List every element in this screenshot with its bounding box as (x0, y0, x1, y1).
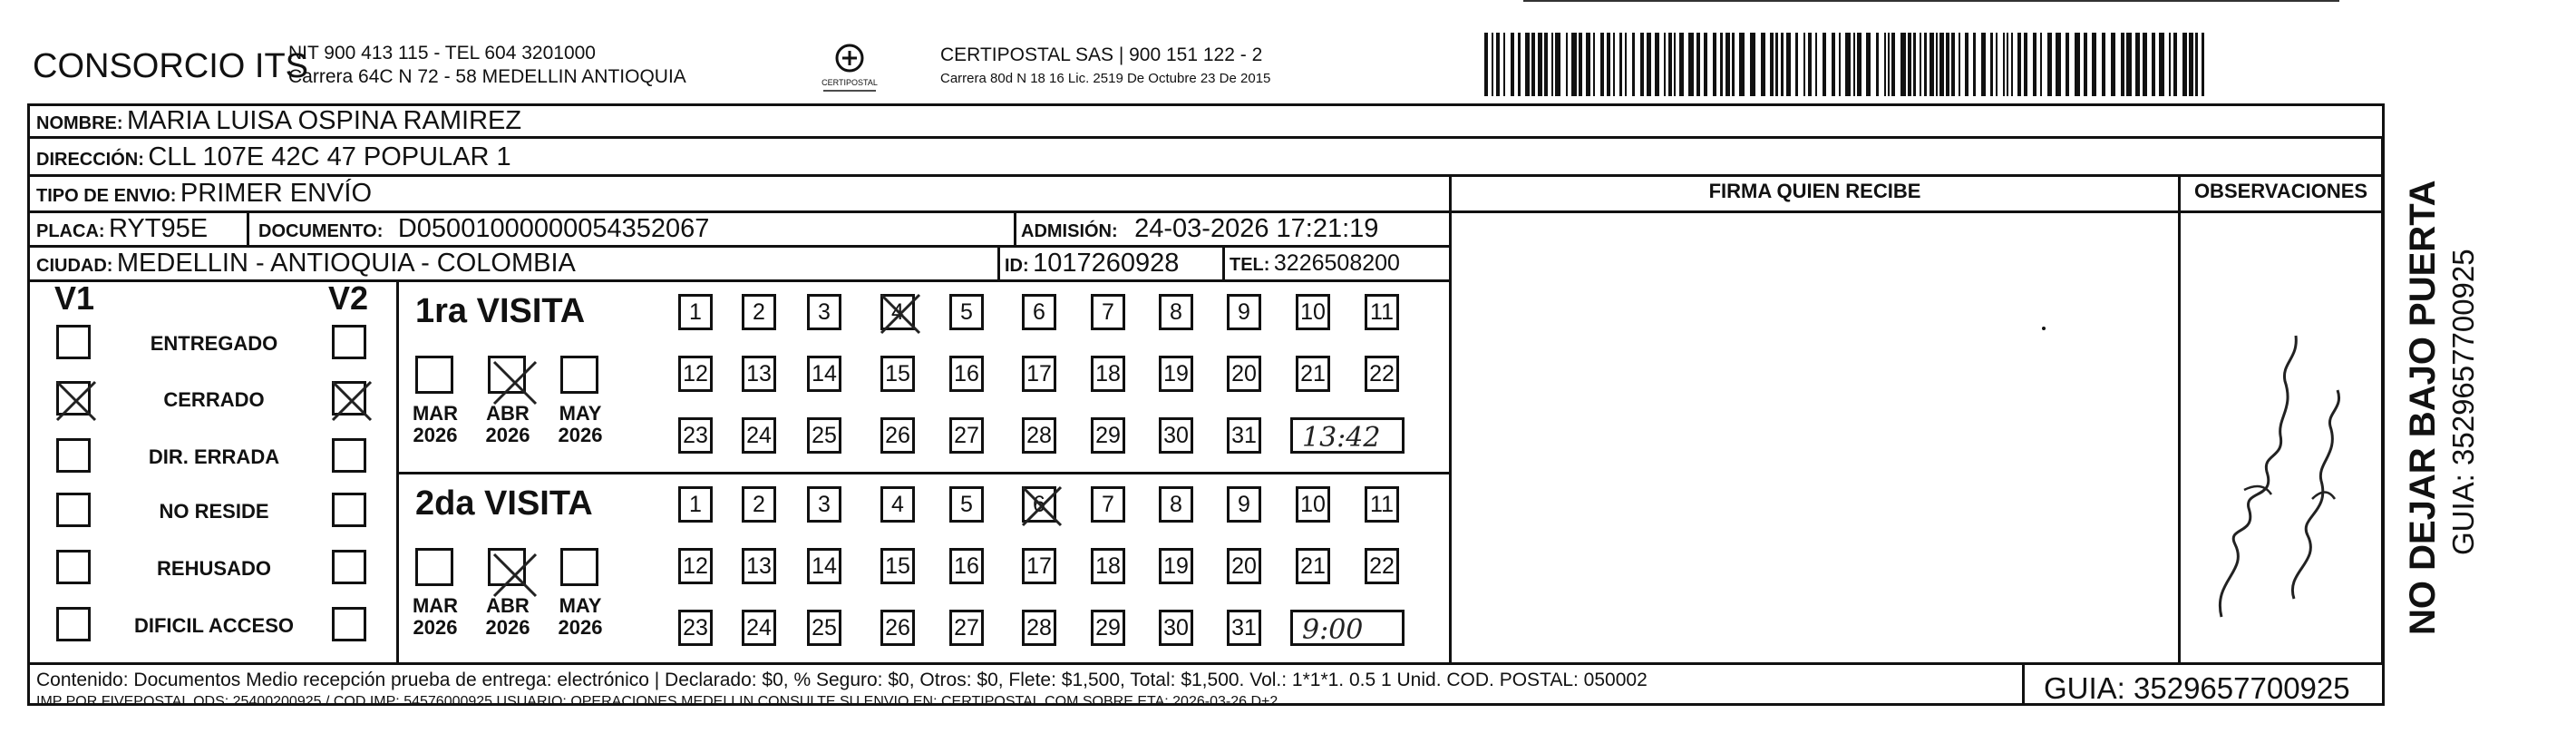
day-box[interactable]: 14 (807, 356, 841, 392)
tipo-envio-label: TIPO DE ENVIO: (36, 186, 177, 206)
nombre-label: NOMBRE: (36, 113, 123, 133)
day-box[interactable]: 30 (1159, 417, 1193, 454)
id-label: ID: (1005, 256, 1029, 276)
day-box[interactable]: 6 (1022, 486, 1056, 523)
day-box[interactable]: 18 (1091, 356, 1125, 392)
contenido-text: Contenido: Documentos Medio recepción prueba de entrega: electrónico | Declarado: $0, % Seguro: $0, Otros: $0, Flete: $1,500, Total: $1,500. Vol.: 1*1*1. 0.5 1 Unid. COD. POSTAL: 050002 (36, 670, 1648, 690)
day-box[interactable]: 13 (742, 356, 776, 392)
direccion-row (36, 141, 511, 178)
day-box[interactable]: 9 (1227, 294, 1261, 330)
status-label: DIFICIL ACCESO (133, 614, 294, 637)
day-box[interactable]: 7 (1091, 486, 1125, 523)
status-label: ENTREGADO (150, 332, 278, 355)
month-label (408, 403, 462, 446)
day-box[interactable]: 20 (1227, 356, 1261, 392)
v2-checkbox[interactable] (332, 325, 366, 359)
day-box[interactable]: 1 (678, 486, 713, 523)
month-checkbox[interactable] (560, 356, 598, 394)
v2-checkbox[interactable] (332, 381, 366, 416)
v2-checkbox[interactable] (332, 607, 366, 641)
day-box[interactable]: 28 (1022, 417, 1056, 454)
day-box[interactable]: 26 (880, 610, 915, 646)
handwritten-signature (2194, 308, 2357, 644)
day-box[interactable]: 6 (1022, 294, 1056, 330)
day-box[interactable]: 18 (1091, 548, 1125, 584)
day-box[interactable]: 25 (807, 417, 841, 454)
day-box[interactable]: 8 (1159, 486, 1193, 523)
id-value: 1017260928 (1033, 249, 1180, 278)
day-box[interactable]: 19 (1159, 548, 1193, 584)
top-edge-line (1523, 0, 2339, 2)
time-box[interactable] (1290, 610, 1405, 646)
handwritten-time: 9:00 (1302, 614, 1364, 646)
visit-title: 1ra VISITA (415, 292, 586, 330)
x-mark (491, 551, 540, 600)
placa-field (36, 212, 208, 249)
divider (1449, 174, 1452, 662)
day-box[interactable]: 14 (807, 548, 841, 584)
divider (1014, 210, 1016, 245)
month-name: MAR (412, 594, 459, 617)
firma-header: FIRMA QUIEN RECIBE (1708, 180, 1921, 202)
placa-label: PLACA: (36, 221, 105, 241)
documento-field (258, 212, 709, 249)
day-box[interactable]: 28 (1022, 610, 1056, 646)
divider (27, 662, 2385, 665)
day-box[interactable]: 4 (880, 294, 915, 330)
handwritten-time: 13:42 (1302, 422, 1381, 454)
day-box[interactable]: 7 (1091, 294, 1125, 330)
v1-checkbox[interactable] (56, 381, 91, 416)
v2-checkbox[interactable] (332, 438, 366, 473)
month-checkbox[interactable] (560, 548, 598, 586)
direccion-value: CLL 107E 42C 47 POPULAR 1 (148, 142, 511, 171)
day-box[interactable]: 11 (1365, 486, 1399, 523)
day-box[interactable]: 5 (949, 294, 984, 330)
x-mark (1019, 484, 1064, 529)
day-box[interactable]: 29 (1091, 610, 1125, 646)
day-box[interactable]: 23 (678, 417, 713, 454)
v1-checkbox[interactable] (56, 325, 91, 359)
x-mark (53, 378, 99, 424)
tel-value: 3226508200 (1273, 250, 1400, 276)
day-box[interactable]: 5 (949, 486, 984, 523)
month-label (481, 595, 535, 639)
day-box[interactable]: 29 (1091, 417, 1125, 454)
month-year: 2026 (485, 616, 530, 639)
day-box[interactable]: 10 (1296, 486, 1330, 523)
divider (2022, 662, 2025, 706)
visit-title: 2da VISITA (415, 484, 593, 523)
divider (1449, 210, 2384, 213)
ciudad-field (36, 247, 576, 284)
documento-value: D05001000000054352067 (397, 214, 710, 243)
admision-value: 24-03-2026 17:21:19 (1134, 214, 1379, 243)
v2-checkbox[interactable] (332, 550, 366, 584)
v2-checkbox[interactable] (332, 493, 366, 527)
day-box[interactable]: 3 (807, 294, 841, 330)
time-box[interactable] (1290, 417, 1405, 454)
divider (2381, 136, 2384, 662)
admision-field (1021, 212, 1378, 249)
tipo-envio-row (36, 177, 372, 214)
observaciones-header: OBSERVACIONES (2193, 180, 2368, 202)
day-box[interactable]: 16 (949, 356, 984, 392)
v1-checkbox[interactable] (56, 550, 91, 584)
divider (396, 279, 399, 662)
day-box[interactable]: 1 (678, 294, 713, 330)
month-checkbox[interactable] (488, 356, 526, 394)
id-field (1005, 247, 1179, 284)
v1-heading: V1 (54, 279, 95, 317)
admision-label: ADMISIÓN: (1021, 221, 1118, 241)
day-box[interactable]: 30 (1159, 610, 1193, 646)
divider (247, 210, 249, 245)
day-box[interactable]: 12 (678, 356, 713, 392)
status-label: NO RESIDE (159, 500, 269, 523)
day-box[interactable]: 17 (1022, 356, 1056, 392)
month-checkbox[interactable] (415, 548, 453, 586)
month-year: 2026 (413, 616, 458, 639)
day-box[interactable]: 4 (880, 486, 915, 523)
barcode (1484, 33, 2211, 96)
v1-checkbox[interactable] (56, 607, 91, 641)
day-box[interactable]: 22 (1365, 356, 1399, 392)
v2-heading: V2 (328, 279, 369, 317)
certipostal-info (940, 44, 1270, 91)
day-box[interactable]: 21 (1296, 548, 1330, 584)
dot-mark (2042, 327, 2046, 330)
status-label: CERRADO (163, 388, 265, 411)
day-box[interactable]: 31 (1227, 610, 1261, 646)
day-box[interactable]: 9 (1227, 486, 1261, 523)
month-label (553, 595, 608, 639)
day-box[interactable]: 11 (1365, 294, 1399, 330)
month-name: MAY (559, 402, 602, 425)
month-year: 2026 (558, 424, 603, 446)
day-box[interactable]: 19 (1159, 356, 1193, 392)
month-year: 2026 (558, 616, 603, 639)
certipostal-address: Carrera 80d N 18 16 Lic. 2519 De Octubre 23 De 2015 (940, 71, 1271, 86)
company-name: CONSORCIO ITS (33, 47, 309, 85)
certipostal-line: CERTIPOSTAL SAS | 900 151 122 - 2 (940, 44, 1263, 65)
month-name: ABR (486, 594, 530, 617)
day-box[interactable]: 27 (949, 610, 984, 646)
month-label (553, 403, 608, 446)
day-box[interactable]: 24 (742, 610, 776, 646)
divider (1222, 245, 1225, 279)
day-box[interactable]: 26 (880, 417, 915, 454)
day-box[interactable]: 10 (1296, 294, 1330, 330)
day-box[interactable]: 31 (1227, 417, 1261, 454)
day-box[interactable]: 25 (807, 610, 841, 646)
month-label (408, 595, 462, 639)
day-box[interactable]: 16 (949, 548, 984, 584)
direccion-label: DIRECCIÓN: (36, 150, 144, 170)
day-box[interactable]: 12 (678, 548, 713, 584)
month-year: 2026 (413, 424, 458, 446)
day-box[interactable]: 23 (678, 610, 713, 646)
month-checkbox[interactable] (488, 548, 526, 586)
day-box[interactable]: 2 (742, 486, 776, 523)
nombre-row (36, 104, 521, 142)
day-box[interactable]: 17 (1022, 548, 1056, 584)
month-label (481, 403, 535, 446)
x-mark (491, 358, 540, 407)
status-label: REHUSADO (157, 557, 271, 580)
nombre-value: MARIA LUISA OSPINA RAMIREZ (127, 106, 522, 135)
nit-line: NIT 900 413 115 - TEL 604 3201000 (288, 43, 596, 64)
day-box[interactable]: 27 (949, 417, 984, 454)
day-box[interactable]: 22 (1365, 548, 1399, 584)
ciudad-label: CIUDAD: (36, 256, 113, 276)
guia-number: GUIA: 3529657700925 (2044, 671, 2350, 705)
day-box[interactable]: 15 (880, 548, 915, 584)
month-name: MAY (559, 594, 602, 617)
company-info (288, 42, 686, 89)
ciudad-value: MEDELLIN - ANTIOQUIA - COLOMBIA (116, 249, 576, 278)
month-year: 2026 (485, 424, 530, 446)
tel-field (1230, 247, 1400, 283)
placa-value: RYT95E (109, 214, 209, 243)
imp-text: IMP POR FIVEPOSTAL ODS: 25400200925 / COD.IMP: 54576000925 USUARIO: OPERACIONES MEDELLIN CONSULTE SU ENVIO EN: CERTIPOSTAL.COM SOBRE ETA: 2026-03-26 D+2 (36, 694, 1278, 709)
divider (396, 472, 1449, 474)
day-box[interactable]: 24 (742, 417, 776, 454)
v1-checkbox[interactable] (56, 493, 91, 527)
status-label: DIR. ERRADA (148, 445, 280, 468)
day-box[interactable]: 8 (1159, 294, 1193, 330)
tipo-envio-value: PRIMER ENVÍO (180, 179, 373, 208)
day-box[interactable]: 13 (742, 548, 776, 584)
day-box[interactable]: 20 (1227, 548, 1261, 584)
tel-label: TEL: (1230, 255, 1270, 275)
x-mark (329, 378, 374, 424)
x-mark (878, 291, 923, 337)
day-box[interactable]: 3 (807, 486, 841, 523)
no-dejar-text: NO DEJAR BAJO PUERTA (2403, 180, 2443, 635)
divider (2178, 174, 2181, 662)
divider (997, 245, 1000, 279)
day-box[interactable]: 15 (880, 356, 915, 392)
month-name: ABR (486, 402, 530, 425)
side-guia-text: GUIA: 3529657700925 (2446, 249, 2480, 555)
month-name: MAR (412, 402, 459, 425)
logo-text: CERTIPOSTAL (821, 78, 878, 87)
month-checkbox[interactable] (415, 356, 453, 394)
day-box[interactable]: 2 (742, 294, 776, 330)
day-box[interactable]: 21 (1296, 356, 1330, 392)
documento-label: DOCUMENTO: (258, 221, 384, 241)
certipostal-logo (818, 40, 881, 100)
v1-checkbox[interactable] (56, 438, 91, 473)
company-address: Carrera 64C N 72 - 58 MEDELLIN ANTIOQUIA (288, 66, 686, 87)
